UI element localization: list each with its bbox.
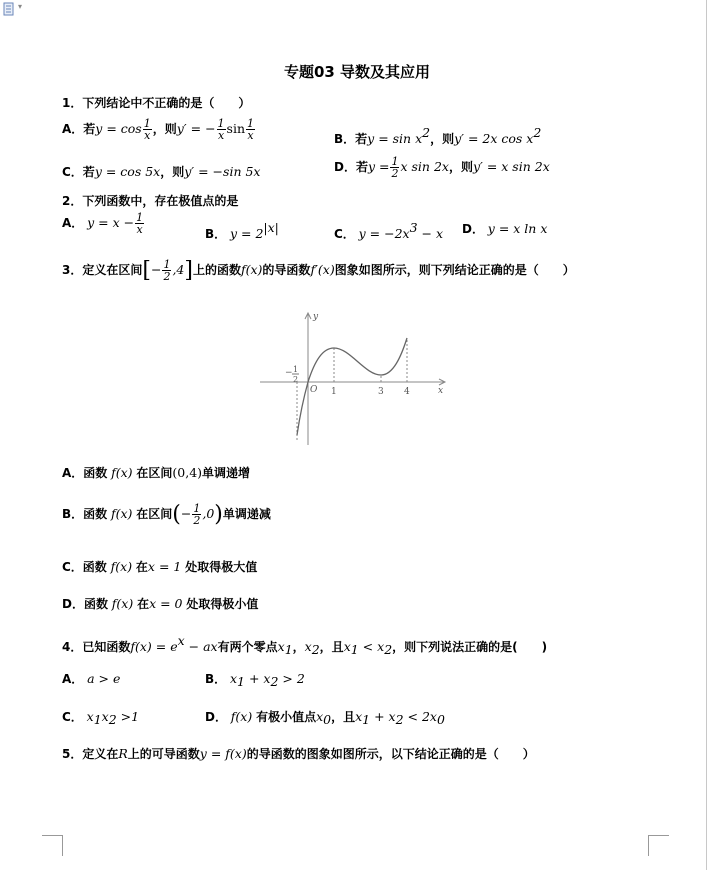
q1-option-a: A．若y = cos $\frac{1}{x}$ ，则y′ = − $\frac{1}{x}$ sin $\frac{1}{x}$ bbox=[62, 117, 255, 142]
q3-option-b: B．函数 f(x) 在区间(− $\frac{1}{2}$ ,0)单调递减 bbox=[62, 502, 271, 527]
svg-text:y: y bbox=[313, 312, 319, 322]
derivative-graph bbox=[255, 305, 455, 455]
question-5-stem: 5．定义在R上的可导函数y = f(x)的导函数的图象如图所示，以下结论正确的是（ ） bbox=[62, 746, 535, 761]
q2-option-c: C． $y = -2x^3 - x$ bbox=[334, 220, 444, 241]
question-3-stem: 3．定义在区间[− $\frac{1}{2}$ ,4]上的函数f(x)的导函数f′(x)图象如图所示，则下列结论正确的是（ ） bbox=[62, 258, 575, 283]
q2-option-d: D． y = x ln x bbox=[462, 221, 548, 236]
q1-option-d: D．若y = $\frac{1}{2}$ x sin 2x，则y′ = x sin 2x bbox=[334, 155, 550, 180]
svg-text:4: 4 bbox=[404, 387, 410, 397]
page-title: 专题03 导数及其应用 bbox=[283, 63, 431, 81]
q3-option-d: D．函数 f(x) 在x = 0 处取得极小值 bbox=[62, 596, 259, 611]
q2-option-b: B． $y = 2^{|x|}$ bbox=[205, 220, 279, 241]
document-icon bbox=[2, 2, 16, 16]
q4-option-a: A． a > e bbox=[62, 671, 121, 686]
q4-option-d: D． f(x) 有极小值点$x_0$，且$x_1 + x_2 < 2x_0$ bbox=[205, 709, 445, 727]
q3-option-a: A．函数 f(x) 在区间(0,4)单调递增 bbox=[62, 465, 251, 480]
page-right-border bbox=[706, 0, 707, 870]
q4-option-b: B． $x_1 + x_2 > 2$ bbox=[205, 671, 305, 689]
page-corner-mark-right bbox=[648, 835, 669, 856]
q4-option-c: C． $x_1x_2 >1$ bbox=[62, 709, 140, 727]
q2-option-a: A． y = x − $\frac{1}{x}$ bbox=[62, 211, 144, 236]
question-1-stem: 1．下列结论中不正确的是（ ） bbox=[62, 96, 251, 110]
svg-text:x: x bbox=[438, 386, 444, 396]
dropdown-arrow-icon[interactable]: ▾ bbox=[18, 2, 23, 11]
question-4-stem: 4．已知函数$f(x) = e^x$ − ax有两个零点$x_1$，$x_2$，且$x_1 < x_2$，则下列说法正确的是( ) bbox=[62, 633, 548, 657]
q1-option-c: C．若y = cos 5x，则y′ = −sin 5x bbox=[62, 164, 261, 179]
svg-text:2: 2 bbox=[293, 375, 299, 384]
question-2-stem: 2．下列函数中，存在极值点的是 bbox=[62, 194, 239, 208]
svg-text:O: O bbox=[310, 385, 318, 395]
svg-text:−: − bbox=[285, 368, 293, 378]
q1-option-b: B．若$y = \sin x^2$，则y′ = 2x $\cos x^2$ bbox=[334, 125, 542, 146]
page-corner-mark-left bbox=[42, 835, 63, 856]
svg-text:3: 3 bbox=[378, 387, 384, 397]
svg-text:1: 1 bbox=[331, 387, 337, 397]
q3-option-c: C．函数 f(x) 在x = 1 处取得极大值 bbox=[62, 559, 258, 574]
svg-text:1: 1 bbox=[293, 365, 299, 374]
